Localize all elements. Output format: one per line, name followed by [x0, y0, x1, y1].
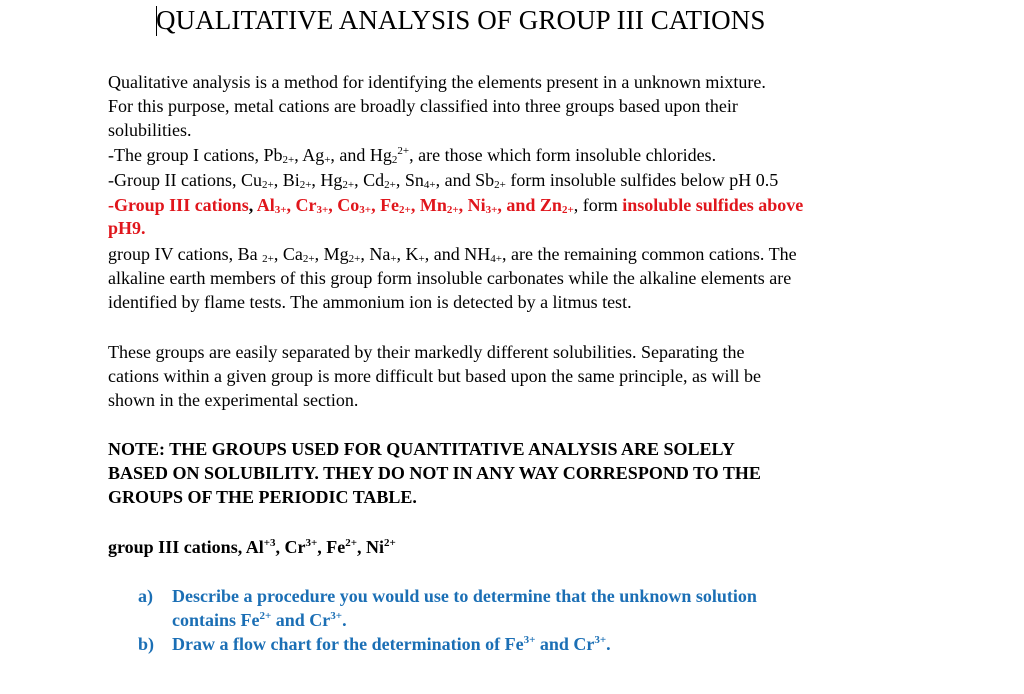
- hg-charge: 2+: [397, 145, 410, 157]
- cu-charge: 2+: [261, 179, 274, 191]
- fe-list-text: , Fe: [317, 537, 346, 557]
- nh-charge: 4+: [490, 253, 502, 265]
- question-b-cr-charge: 3+: [594, 634, 607, 646]
- na-text: , Na: [360, 244, 391, 264]
- mg-charge: 2+: [348, 253, 361, 265]
- question-a-line-1: Describe a procedure you would use to determine that the unknown solution: [172, 586, 757, 606]
- hg-text: , and Hg: [330, 145, 392, 165]
- k-charge: +: [418, 253, 425, 265]
- question-a-and-cr: and Cr: [271, 610, 331, 630]
- cd-text: , Cd: [354, 170, 385, 190]
- group-i-suffix: , are those which form insoluble chlorides.: [409, 145, 717, 165]
- question-b-text: Draw a flow chart for the determination of Fe: [172, 634, 524, 654]
- question-b-and-cr: and Cr: [535, 634, 595, 654]
- al-list-charge: +3: [263, 537, 276, 549]
- sn-text: , Sn: [395, 170, 424, 190]
- ba-charge: 2+: [262, 253, 274, 265]
- cr-list-text: , Cr: [275, 537, 306, 557]
- question-b-label: b): [138, 634, 155, 654]
- mg-text: , Mg: [314, 244, 349, 264]
- ni-list-text: , Ni: [357, 537, 385, 557]
- group-i-line: [108, 144, 716, 166]
- bi-charge: 2+: [299, 179, 312, 191]
- question-a-cr-charge: 3+: [330, 610, 343, 622]
- group-iv-line-2: alkaline earth members of this group form insoluble carbonates while the alkaline elements are: [108, 268, 792, 288]
- sb-charge: 2+: [494, 179, 506, 191]
- group-iv-line: [108, 243, 797, 265]
- cr-charge: 3+: [316, 204, 329, 216]
- question-b-fe-charge: 3+: [523, 634, 536, 646]
- ni-text: , Ni: [458, 195, 486, 215]
- group-iii-list: [108, 536, 396, 558]
- ca-charge: 2+: [302, 253, 315, 265]
- insoluble-sulfides-text: insoluble sulfides above: [622, 195, 804, 215]
- group-ii-line: [108, 169, 778, 191]
- group-iv-line-3: identified by flame tests. The ammonium ion is detected by a litmus test.: [108, 292, 632, 312]
- k-text: , K: [396, 244, 419, 264]
- hg2-charge: 2+: [342, 179, 355, 191]
- bi-text: , Bi: [273, 170, 300, 190]
- pb-charge: 2+: [282, 154, 295, 166]
- note-line-1: NOTE: THE GROUPS USED FOR QUANTITATIVE ANALYSIS ARE SOLELY: [108, 439, 735, 459]
- cr-text: , Cr: [286, 195, 317, 215]
- sb-text: , and Sb: [435, 170, 495, 190]
- cr-list-charge: 3+: [305, 537, 318, 549]
- ni-list-charge: 2+: [384, 537, 396, 549]
- group-iii-list-text: group III cations, Al: [108, 537, 264, 557]
- question-a-contains: contains Fe: [172, 610, 260, 630]
- fe-list-charge: 2+: [345, 537, 358, 549]
- question-a-line-2: [172, 609, 347, 631]
- ag-charge: +: [324, 154, 331, 166]
- intro-line-1: Qualitative analysis is a method for identifying the elements present in a unknown mixture.: [108, 72, 766, 92]
- ni-charge: 3+: [485, 204, 498, 216]
- ag-text: , Ag: [294, 145, 325, 165]
- group-iii-comma: ,: [248, 195, 257, 215]
- question-b-line: [172, 633, 611, 655]
- sn-charge: 4+: [423, 179, 436, 191]
- question-b-period: .: [606, 634, 611, 654]
- zn-text: , and Zn: [497, 195, 562, 215]
- nh-text: , and NH: [424, 244, 491, 264]
- question-a-period: .: [342, 610, 347, 630]
- al-text: Al: [256, 195, 275, 215]
- separation-line-3: shown in the experimental section.: [108, 390, 359, 410]
- separation-line-1: These groups are easily separated by their markedly different solubilities. Separating the: [108, 342, 745, 362]
- co-text: , Co: [328, 195, 360, 215]
- group-ii-suffix: form insoluble sulfides below pH 0.5: [505, 170, 779, 190]
- ca-text: , Ca: [273, 244, 303, 264]
- question-a-label: a): [138, 586, 153, 606]
- ph9-text: pH9.: [108, 218, 146, 238]
- form-text: , form: [573, 195, 623, 215]
- group-ii-text: -Group II cations, Cu: [108, 170, 262, 190]
- hg2-text: , Hg: [311, 170, 343, 190]
- group-iv-suffix: , are the remaining common cations. The: [501, 244, 797, 264]
- fe-text: , Fe: [371, 195, 400, 215]
- intro-line-2: For this purpose, metal cations are broadly classified into three groups based upon their: [108, 96, 738, 116]
- group-i-text: -The group I cations, Pb: [108, 145, 283, 165]
- mn-charge: 2+: [446, 204, 459, 216]
- hg-subscript: 2: [391, 154, 398, 166]
- cd-charge: 2+: [384, 179, 396, 191]
- zn-charge: 2+: [561, 204, 574, 216]
- intro-line-3: solubilities.: [108, 120, 192, 140]
- group-iv-text: group IV cations, Ba: [108, 244, 263, 264]
- separation-line-2: cations within a given group is more difficult but based upon the same principle, as will be: [108, 366, 762, 386]
- group-iii-label: -Group III cations: [108, 195, 249, 215]
- fe-charge: 2+: [399, 204, 411, 216]
- page-title: QUALITATIVE ANALYSIS OF GROUP III CATIONS: [156, 5, 766, 35]
- note-line-3: GROUPS OF THE PERIODIC TABLE.: [108, 487, 417, 507]
- question-a-fe-charge: 2+: [259, 610, 272, 622]
- na-charge: +: [390, 253, 397, 265]
- note-line-2: BASED ON SOLUBILITY. THEY DO NOT IN ANY WAY CORRESPOND TO THE: [108, 463, 761, 483]
- al-charge: 3+: [274, 204, 287, 216]
- group-iii-line: [108, 194, 803, 216]
- mn-text: , Mn: [410, 195, 447, 215]
- co-charge: 3+: [359, 204, 372, 216]
